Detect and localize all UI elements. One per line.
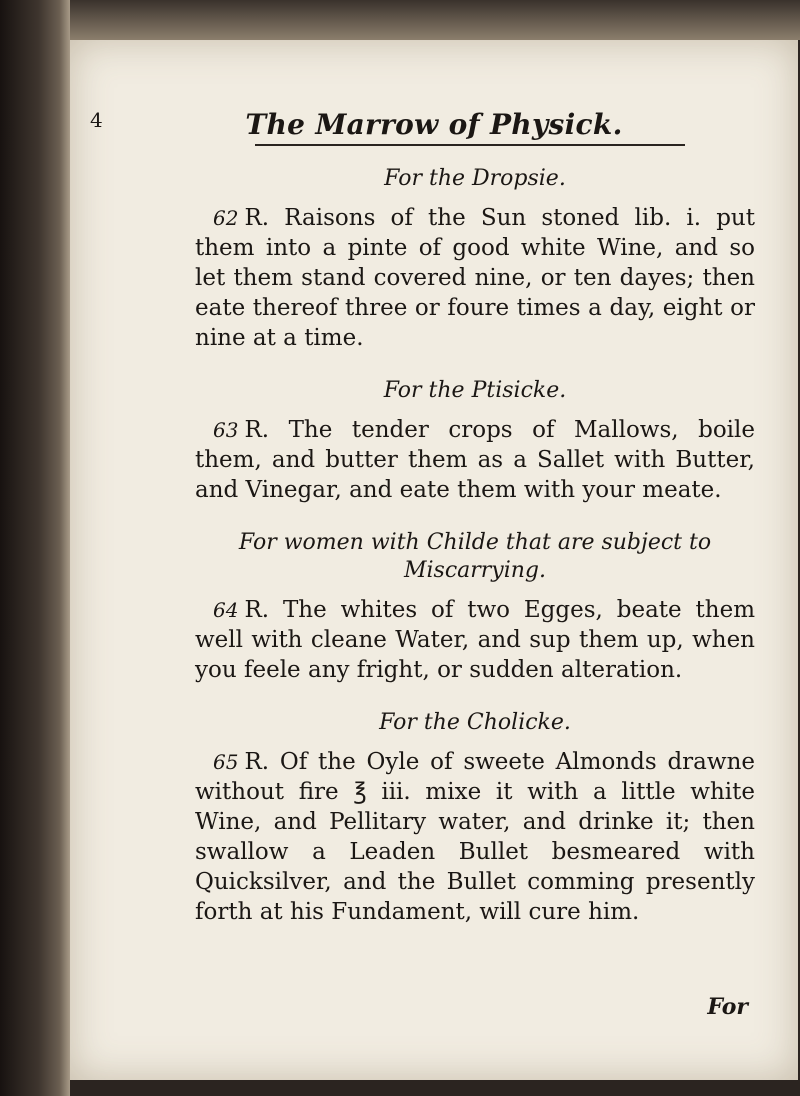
recipe-text: R. Raisons of the Sun stoned lib. i. put them into a pinte of good white Wine, and so let them stand covered nine, or ten dayes; then eate thereof three or foure times a day, eight or nine at a time. (195, 205, 755, 351)
head-rule (255, 144, 685, 146)
catchword: For (707, 994, 748, 1020)
recipe-text: R. The whites of two Egges, beate them well with cleane Water, and sup them up, when you feele any fright, or sudden alteration. (195, 597, 755, 683)
section-cholicke (195, 709, 755, 927)
recipe-number: 65 (213, 750, 239, 774)
section-heading: For the Dropsie. (384, 166, 566, 191)
section-miscarrying (195, 529, 755, 685)
recipe-paragraph (195, 415, 755, 505)
running-title: The Marrow of Physick. (245, 108, 623, 141)
recipe-number: 64 (213, 598, 239, 622)
recipe-text: R. Of the Oyle of sweete Almonds drawne without fire ℥ iii. mixe it with a little white Wine, and Pellitary water, and drinke it; then swallow a Leaden Bullet besmeared with Quicksilver, and the Bullet comming presently forth at his Fundament, will cure him. (195, 749, 755, 925)
recipe-paragraph (195, 747, 755, 927)
section-dropsie (195, 165, 755, 353)
book-page (70, 40, 798, 1080)
section-heading: For women with Childe that are subject to Miscarrying. (238, 530, 712, 583)
recipe-paragraph (195, 203, 755, 353)
book-gutter (0, 0, 70, 1096)
running-head (70, 88, 798, 141)
page-content (195, 165, 755, 951)
page-top-edge (70, 0, 800, 40)
recipe-number: 62 (213, 206, 239, 230)
section-heading: For the Ptisicke. (383, 378, 567, 403)
section-ptisicke (195, 377, 755, 505)
page-number: 4 (90, 108, 103, 132)
section-heading: For the Cholicke. (379, 710, 571, 735)
recipe-text: R. The tender crops of Mallows, boile them, and butter them as a Sallet with Butter, and Vinegar, and eate them with your meate. (195, 417, 755, 503)
recipe-number: 63 (213, 418, 239, 442)
recipe-paragraph (195, 595, 755, 685)
